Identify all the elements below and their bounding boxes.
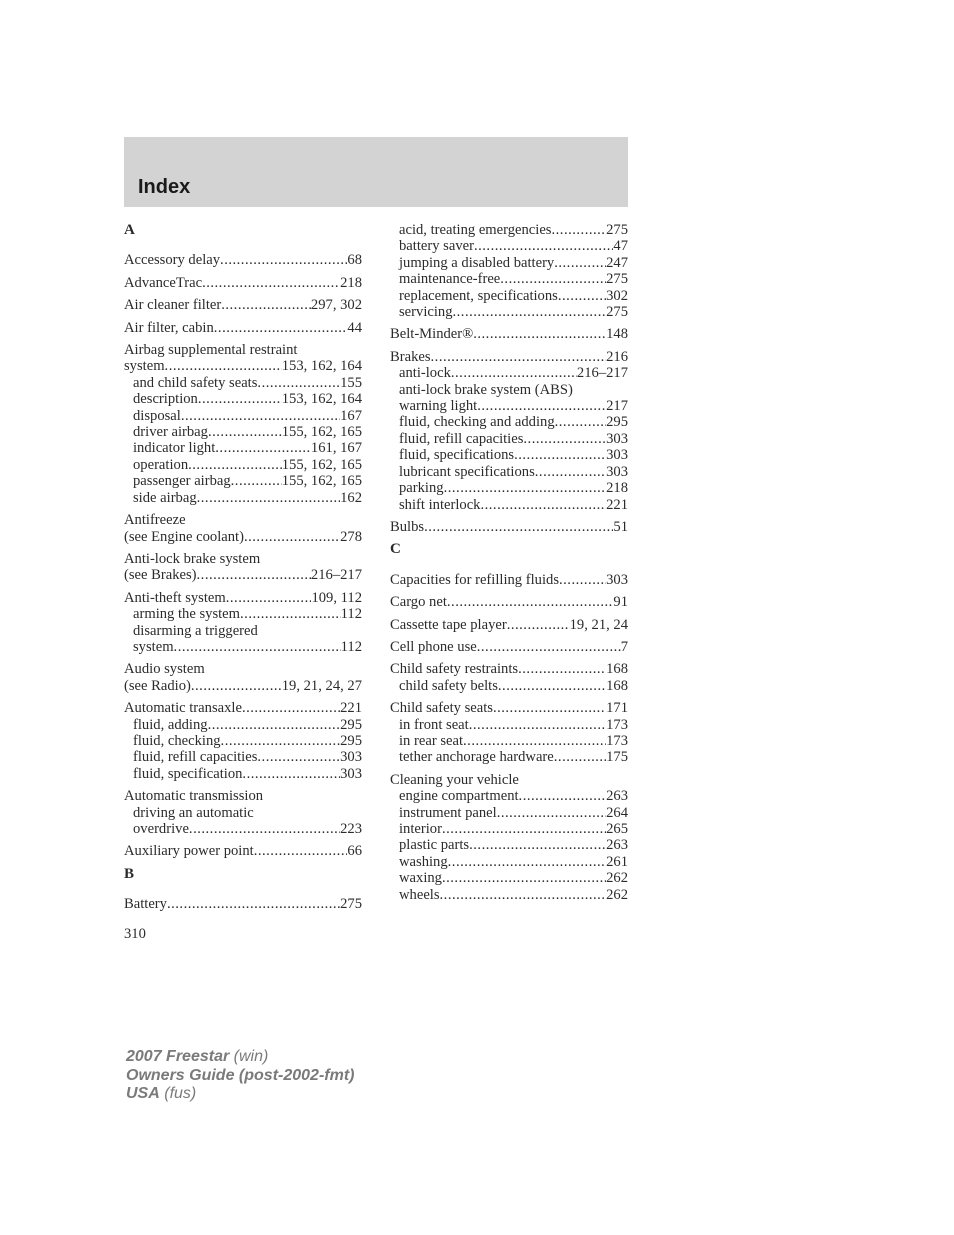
index-entry-line — [124, 678, 362, 694]
entry-term: instrument panel — [399, 804, 497, 821]
index-subentry-line — [390, 480, 628, 496]
entry-term: child safety belts — [399, 677, 498, 694]
entry-term: plastic parts — [399, 837, 470, 854]
index-subentry-line — [390, 271, 628, 287]
entry-page-ref: 264 — [606, 804, 628, 821]
entry-term: fluid, specifications — [399, 447, 515, 464]
entry-page-ref: 265 — [606, 821, 628, 837]
entry-term: disarming a triggered — [133, 622, 258, 639]
entry-page-ref: 275 — [340, 896, 362, 913]
index-subentry-line — [390, 497, 628, 513]
entry-term: anti-lock — [399, 365, 451, 382]
index-subentry-line — [390, 288, 628, 304]
index-entry — [124, 661, 362, 694]
entry-page-ref: 218 — [340, 274, 362, 291]
dot-leader — [174, 639, 341, 655]
entry-page-ref: 171 — [606, 700, 628, 717]
index-entry-line — [124, 590, 362, 606]
index-entry — [390, 519, 628, 535]
index-subentry-line — [124, 749, 362, 765]
index-subentry-line — [390, 447, 628, 463]
entry-page-ref: 303 — [606, 463, 628, 480]
footer-line-1: 2007 Freestar (win) — [126, 1048, 269, 1065]
dot-leader — [431, 349, 607, 365]
index-entry — [390, 222, 628, 320]
dot-leader — [552, 222, 607, 238]
entry-term: (see Engine coolant) — [124, 528, 244, 545]
entry-page-ref: 261 — [606, 853, 628, 870]
entry-term: fluid, checking — [133, 732, 221, 749]
index-entry-line — [124, 551, 362, 567]
index-entry-line — [390, 700, 628, 716]
entry-page-ref: 19, 21, 24 — [569, 616, 628, 633]
entry-term: fluid, checking and adding — [399, 414, 555, 431]
entry-page-ref: 297, 302 — [310, 297, 362, 314]
entry-page-ref: 112 — [340, 638, 362, 655]
entry-term: interior — [399, 821, 442, 837]
entry-page-ref: 262 — [606, 886, 628, 903]
index-subentry-line — [390, 464, 628, 480]
index-subentry-line — [124, 766, 362, 782]
entry-term: warning light — [399, 398, 478, 415]
index-entry — [124, 512, 362, 545]
entry-term: Belt-Minder® — [390, 326, 474, 343]
dot-leader — [507, 617, 570, 633]
entry-page-ref: 221 — [340, 700, 362, 717]
entry-page-ref: 155, 162, 165 — [281, 456, 362, 473]
entry-term: Audio system — [124, 661, 205, 678]
index-subentry-line — [390, 382, 628, 398]
entry-page-ref: 217 — [606, 398, 628, 415]
entry-term: in rear seat — [399, 732, 464, 749]
dot-leader — [226, 590, 312, 606]
index-subentry-line — [124, 821, 362, 837]
dot-leader — [453, 304, 607, 320]
entry-page-ref: 218 — [606, 480, 628, 497]
dot-leader — [242, 766, 340, 782]
dot-leader — [257, 749, 340, 765]
entry-term: anti-lock brake system (ABS) — [399, 381, 573, 398]
entry-term: servicing — [399, 304, 453, 321]
entry-term: Battery — [124, 896, 167, 913]
dot-leader — [469, 837, 606, 853]
entry-term: passenger airbag — [133, 473, 231, 490]
entry-term: Anti-lock brake system — [124, 550, 261, 567]
index-entry — [124, 320, 362, 336]
entry-term: shift interlock — [399, 496, 481, 513]
entry-term: Auxiliary power point — [124, 843, 254, 860]
entry-page-ref: 168 — [606, 677, 628, 694]
index-entry — [390, 594, 628, 610]
index-entry-line — [124, 896, 362, 912]
entry-term: Air cleaner filter — [124, 297, 222, 314]
index-section-letter: C — [390, 541, 401, 558]
index-column-right — [390, 222, 628, 909]
dot-leader — [257, 375, 340, 391]
entry-page-ref: 155 — [340, 374, 362, 391]
entry-page-ref: 278 — [340, 528, 362, 545]
entry-term: Cargo net — [390, 594, 447, 611]
dot-leader — [451, 365, 577, 381]
dot-leader — [555, 414, 606, 430]
entry-term: wheels — [399, 886, 440, 903]
index-entry-line — [124, 700, 362, 716]
index-entry-line — [124, 661, 362, 677]
index-entry — [124, 252, 362, 268]
entry-term: fluid, adding — [133, 716, 208, 733]
index-subentry-line — [390, 414, 628, 430]
entry-page-ref: 155, 162, 165 — [281, 424, 362, 441]
entry-page-ref: 263 — [606, 788, 628, 805]
entry-page-ref: 303 — [340, 765, 362, 782]
entry-term: Cleaning your vehicle — [390, 771, 519, 788]
dot-leader — [473, 326, 606, 342]
index-entry-line — [124, 358, 362, 374]
dot-leader — [244, 529, 340, 545]
dot-leader — [188, 457, 282, 473]
dot-leader — [519, 788, 607, 804]
dot-leader — [514, 447, 606, 463]
dot-leader — [208, 717, 341, 733]
entry-page-ref: 162 — [340, 489, 362, 506]
index-entry-line — [390, 661, 628, 677]
index-subentry-line — [390, 837, 628, 853]
dot-leader — [523, 431, 606, 447]
dot-leader — [198, 391, 282, 407]
index-entry-line — [124, 529, 362, 545]
index-subentry-line — [390, 805, 628, 821]
entry-term: Air filter, cabin — [124, 319, 214, 336]
dot-leader — [215, 440, 311, 456]
index-entry-line — [124, 275, 362, 291]
entry-page-ref: 303 — [340, 749, 362, 766]
index-entry — [390, 617, 628, 633]
entry-term: washing — [399, 853, 448, 870]
index-entry — [124, 590, 362, 656]
index-entry — [124, 275, 362, 291]
entry-term: driver airbag — [133, 424, 208, 441]
dot-leader — [469, 717, 606, 733]
index-entry-line — [124, 843, 362, 859]
dot-leader — [181, 408, 340, 424]
index-subentry-line — [390, 255, 628, 271]
entry-page-ref: 275 — [606, 304, 628, 321]
index-entry — [124, 896, 362, 912]
entry-page-ref: 216–217 — [576, 365, 628, 382]
entry-term: Automatic transmission — [124, 788, 264, 805]
entry-page-ref: 275 — [606, 222, 628, 238]
index-entry — [124, 297, 362, 313]
dot-leader — [497, 805, 606, 821]
index-subentry-line — [124, 805, 362, 821]
dot-leader — [220, 252, 347, 268]
dot-leader — [463, 733, 606, 749]
entry-term: Antifreeze — [124, 512, 186, 529]
dot-leader — [208, 424, 282, 440]
index-subentry-line — [390, 398, 628, 414]
entry-page-ref: 112 — [340, 606, 362, 623]
entry-page-ref: 175 — [606, 749, 628, 766]
entry-page-ref: 263 — [606, 837, 628, 854]
dot-leader — [221, 733, 341, 749]
dot-leader — [559, 572, 606, 588]
dot-leader — [440, 887, 607, 903]
page-title: Index — [138, 176, 191, 198]
dot-leader — [447, 594, 614, 610]
entry-term: operation — [133, 456, 189, 473]
page-number: 310 — [124, 926, 146, 942]
entry-term: maintenance-free — [399, 271, 501, 288]
index-entry — [124, 342, 362, 506]
entry-page-ref: 221 — [606, 496, 628, 513]
entry-term: Airbag supplemental restraint — [124, 342, 298, 359]
index-entry — [390, 639, 628, 655]
index-entry — [390, 326, 628, 342]
dot-leader — [167, 896, 340, 912]
entry-term: Capacities for refilling fluids — [390, 571, 559, 588]
dot-leader — [424, 519, 613, 535]
index-subentry-line — [124, 408, 362, 424]
entry-page-ref: 66 — [347, 843, 362, 860]
entry-page-ref: 153, 162, 164 — [281, 391, 362, 408]
entry-term: Child safety restraints — [390, 661, 519, 678]
dot-leader — [189, 821, 340, 837]
index-subentry-line — [390, 717, 628, 733]
dot-leader — [191, 678, 282, 694]
entry-page-ref: 295 — [340, 716, 362, 733]
entry-term: battery saver — [399, 238, 474, 255]
index-subentry-line — [390, 854, 628, 870]
index-header-bar — [124, 137, 628, 207]
entry-page-ref: 302 — [606, 287, 628, 304]
entry-page-ref: 303 — [606, 447, 628, 464]
dot-leader — [442, 821, 606, 837]
entry-page-ref: 109, 112 — [311, 589, 362, 606]
dot-leader — [214, 320, 348, 336]
entry-term: fluid, specification — [133, 765, 243, 782]
index-subentry-line — [390, 365, 628, 381]
entry-page-ref: 275 — [606, 271, 628, 288]
entry-term: system — [124, 358, 165, 375]
entry-term: (see Radio) — [124, 677, 191, 694]
index-entry — [124, 700, 362, 782]
index-entry-line — [390, 639, 628, 655]
entry-page-ref: 216 — [606, 348, 628, 365]
dot-leader — [242, 700, 340, 716]
dot-leader — [518, 661, 606, 677]
index-entry-line — [124, 252, 362, 268]
entry-page-ref: 295 — [340, 732, 362, 749]
index-subentry-line — [390, 733, 628, 749]
entry-page-ref: 68 — [347, 252, 362, 269]
entry-term: and child safety seats — [133, 374, 258, 391]
dot-leader — [231, 473, 282, 489]
entry-page-ref: 161, 167 — [310, 440, 362, 457]
entry-term: driving an automatic — [133, 804, 254, 821]
index-subentry-line — [390, 788, 628, 804]
entry-term: indicator light — [133, 440, 216, 457]
dot-leader — [444, 480, 607, 496]
entry-term: tether anchorage hardware — [399, 749, 554, 766]
index-entry — [390, 661, 628, 694]
index-subentry-line — [390, 431, 628, 447]
dot-leader — [165, 358, 282, 374]
index-entry — [390, 772, 628, 903]
entry-page-ref: 262 — [606, 870, 628, 887]
entry-term: Anti-theft system — [124, 589, 226, 606]
entry-term: in front seat — [399, 716, 469, 733]
entry-term: waxing — [399, 870, 442, 887]
entry-page-ref: 303 — [606, 571, 628, 588]
index-subentry-line — [390, 821, 628, 837]
entry-term: engine compartment — [399, 788, 519, 805]
entry-page-ref: 148 — [606, 326, 628, 343]
index-entry — [124, 843, 362, 859]
entry-term: side airbag — [133, 489, 197, 506]
entry-term: Cell phone use — [390, 638, 477, 655]
index-subentry-line — [124, 391, 362, 407]
dot-leader — [254, 843, 348, 859]
entry-term: Accessory delay — [124, 252, 221, 269]
index-subentry-line — [390, 304, 628, 320]
entry-page-ref: 173 — [606, 716, 628, 733]
entry-page-ref: 303 — [606, 430, 628, 447]
index-subentry-line — [390, 749, 628, 765]
entry-term: Bulbs — [390, 518, 425, 535]
entry-term: jumping a disabled battery — [399, 254, 555, 271]
index-subentry-line — [124, 606, 362, 622]
dot-leader — [477, 639, 621, 655]
entry-term: arming the system — [133, 606, 241, 623]
entry-term: disposal — [133, 407, 181, 424]
dot-leader — [498, 678, 606, 694]
entry-page-ref: 223 — [340, 821, 362, 837]
dot-leader — [221, 297, 311, 313]
entry-term: (see Brakes) — [124, 567, 197, 584]
index-subentry-line — [124, 424, 362, 440]
index-subentry-line — [124, 639, 362, 655]
dot-leader — [240, 606, 341, 622]
entry-page-ref: 168 — [606, 661, 628, 678]
index-entry — [124, 788, 362, 837]
entry-term: fluid, refill capacities — [133, 749, 258, 766]
index-entry-line — [124, 788, 362, 804]
entry-page-ref: 19, 21, 24, 27 — [281, 677, 362, 694]
index-subentry-line — [390, 222, 628, 238]
index-entry-line — [124, 512, 362, 528]
entry-page-ref: 153, 162, 164 — [281, 358, 362, 375]
entry-term: AdvanceTrac — [124, 274, 203, 291]
index-entry-line — [124, 297, 362, 313]
index-subentry-line — [390, 678, 628, 694]
dot-leader — [480, 497, 606, 513]
entry-page-ref: 173 — [606, 732, 628, 749]
dot-leader — [493, 700, 606, 716]
entry-page-ref: 155, 162, 165 — [281, 473, 362, 490]
index-entry-line — [390, 326, 628, 342]
index-section-letter: B — [124, 865, 135, 882]
entry-page-ref: 247 — [606, 254, 628, 271]
entry-term: parking — [399, 480, 444, 497]
entry-term: acid, treating emergencies — [399, 222, 552, 238]
index-entry-line — [124, 320, 362, 336]
index-entry-line — [390, 572, 628, 588]
entry-term: lubricant specifications — [399, 463, 535, 480]
entry-term: Child safety seats — [390, 700, 493, 717]
index-entry — [390, 572, 628, 588]
index-subentry-line — [124, 733, 362, 749]
footer-line-2: Owners Guide (post-2002-fmt) — [126, 1066, 355, 1084]
dot-leader — [197, 490, 340, 506]
index-entry-line — [390, 617, 628, 633]
entry-page-ref: 216–217 — [310, 567, 362, 584]
index-section-letter: A — [124, 222, 135, 238]
index-entry-line — [390, 349, 628, 365]
index-entry-line — [124, 342, 362, 358]
entry-term: overdrive — [133, 821, 189, 837]
index-subentry-line — [124, 457, 362, 473]
entry-page-ref: 91 — [613, 594, 628, 611]
dot-leader — [197, 567, 311, 583]
index-subentry-line — [390, 887, 628, 903]
entry-term: Brakes — [390, 348, 431, 365]
dot-leader — [477, 398, 606, 414]
entry-term: system — [133, 638, 174, 655]
index-subentry-line — [390, 870, 628, 886]
dot-leader — [442, 870, 606, 886]
entry-page-ref: 44 — [347, 319, 362, 336]
dot-leader — [558, 288, 606, 304]
index-entry — [390, 349, 628, 513]
index-subentry-line — [124, 623, 362, 639]
index-entry — [124, 551, 362, 584]
entry-page-ref: 167 — [340, 407, 362, 424]
entry-term: replacement, specifications — [399, 287, 558, 304]
index-subentry-line — [124, 473, 362, 489]
index-entry-line — [124, 567, 362, 583]
index-subentry-line — [124, 375, 362, 391]
dot-leader — [474, 238, 613, 254]
index-subentry-line — [124, 490, 362, 506]
entry-term: Automatic transaxle — [124, 700, 242, 717]
index-subentry-line — [124, 440, 362, 456]
entry-page-ref: 47 — [613, 238, 628, 255]
entry-page-ref: 7 — [620, 638, 628, 655]
dot-leader — [448, 854, 606, 870]
dot-leader — [554, 255, 606, 271]
dot-leader — [535, 464, 606, 480]
index-entry — [390, 700, 628, 766]
index-entry-line — [390, 594, 628, 610]
index-entry-line — [390, 772, 628, 788]
index-subentry-line — [390, 238, 628, 254]
entry-term: fluid, refill capacities — [399, 430, 524, 447]
entry-page-ref: 295 — [606, 414, 628, 431]
entry-page-ref: 51 — [613, 518, 628, 535]
entry-term: description — [133, 391, 198, 408]
index-entry-line — [390, 519, 628, 535]
index-subentry-line — [124, 717, 362, 733]
index-column-left — [124, 220, 362, 919]
entry-term: Cassette tape player — [390, 616, 507, 633]
document-footer — [126, 1048, 354, 1104]
dot-leader — [202, 275, 340, 291]
dot-leader — [500, 271, 606, 287]
dot-leader — [554, 749, 606, 765]
footer-line-3: USA (fus) — [126, 1085, 197, 1102]
